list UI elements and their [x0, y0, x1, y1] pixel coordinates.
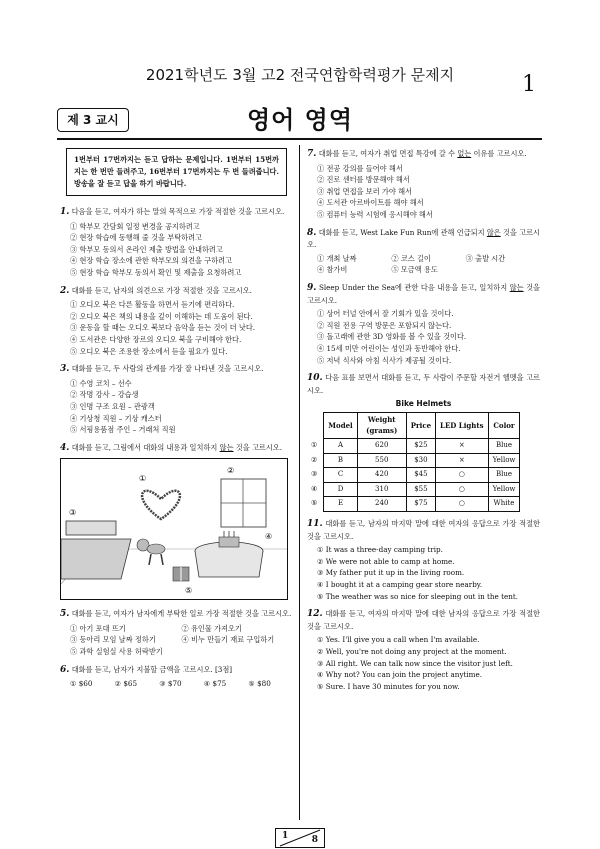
total-pages: 8: [311, 835, 318, 845]
option[interactable]: ① $60: [70, 679, 93, 689]
option-marker: ④: [311, 484, 318, 493]
question-number: 10.: [307, 373, 323, 384]
table-cell: ○: [436, 482, 489, 497]
option[interactable]: ③ $70: [159, 679, 182, 689]
subject-title: 영어 영역: [246, 106, 354, 134]
option-marker: ②: [311, 455, 318, 464]
option[interactable]: ② 진로 센터를 방문해야 해서: [317, 175, 410, 185]
option[interactable]: ⑤ 컴퓨터 능력 시험에 응시해야 해서: [317, 209, 433, 219]
question-9: [307, 282, 540, 366]
option[interactable]: ⑤ 현장 학습 학부모 동의서 확인 및 제출을 요청하려고: [70, 267, 242, 277]
table-cell: 620: [357, 439, 406, 454]
question-text: 것을 고르시오.: [307, 227, 540, 250]
option[interactable]: ③ 인명 구조 요원 – 관광객: [70, 401, 155, 411]
option[interactable]: ① 아기 포대 뜨기: [70, 623, 126, 633]
option[interactable]: ⑤ Sure. I have 30 minutes for you now.: [317, 681, 460, 691]
table-cell: Blue: [488, 439, 520, 454]
option[interactable]: ③ 취업 면접을 보러 가야 해서: [317, 186, 412, 196]
option[interactable]: ③ 동아리 모임 날짜 정하기: [70, 635, 156, 645]
table-cell: ×: [436, 439, 489, 454]
column-divider: [299, 145, 300, 820]
table-row[interactable]: [307, 453, 520, 468]
question-7: [307, 148, 540, 221]
option[interactable]: ④ I bought it at a camping gear store nearby.: [317, 580, 483, 589]
table-cell: White: [488, 497, 520, 512]
table-cell: C: [324, 468, 357, 483]
question-text-emphasis: 않은: [486, 227, 501, 237]
question-3: [60, 363, 293, 436]
question-10: [307, 372, 540, 512]
question-number: 6.: [60, 664, 70, 675]
option[interactable]: ③ 학부모 동의서 온라인 제출 방법을 안내하려고: [70, 244, 223, 254]
table-title: Bike Helmets: [395, 399, 452, 409]
option-marker: ①: [311, 441, 318, 450]
page-indicator: [275, 828, 325, 848]
option[interactable]: ④ 참가비: [317, 265, 348, 275]
table-cell: 420: [357, 468, 406, 483]
helmet-table: [307, 412, 520, 512]
question-number: 9.: [307, 282, 317, 293]
option[interactable]: ④ Why not? You can join the project anytime.: [317, 670, 483, 680]
table-cell: A: [324, 439, 357, 454]
option[interactable]: ⑤ The weather was so nice for sleeping out in the tent.: [317, 591, 519, 601]
exam-title: 2021학년도 3월 고2 전국연합학력평가 문제지: [145, 66, 455, 84]
question-number: 3.: [60, 364, 70, 375]
question-text-emphasis: 않는: [509, 282, 524, 292]
option[interactable]: ④ $75: [203, 679, 227, 689]
option[interactable]: ① 개최 날짜: [317, 253, 357, 263]
table-cell: D: [324, 482, 357, 497]
table-cell: ×: [436, 453, 489, 468]
option[interactable]: ① 전공 강의를 들어야 해서: [317, 163, 403, 173]
option[interactable]: ④ 도서관은 다양한 장르의 오디오 북을 구비해야 한다.: [70, 334, 242, 344]
table-header: LED Lights: [436, 412, 489, 438]
option[interactable]: ⑤ 서핑용품점 주인 – 거래처 직원: [70, 425, 176, 435]
table-header: Model: [324, 412, 357, 438]
option[interactable]: ④ 비누 만들기 재료 구입하기: [181, 635, 275, 645]
table-row[interactable]: [307, 497, 520, 512]
question-text: 다음 표를 보면서 대화를 듣고, 두 사람이 주문할 자전거 헬멧을 고르시오.: [307, 373, 540, 395]
table-cell: ○: [436, 468, 489, 483]
option[interactable]: ① 상어 터널 안에서 잘 기회가 있을 것이다.: [317, 309, 454, 319]
table-cell: $45: [406, 468, 435, 483]
question-text: 대화를 듣고, 여자의 마지막 말에 대한 남자의 응답으로 가장 적절한 것을 고르시오.: [307, 609, 540, 631]
current-page: 1: [282, 831, 289, 841]
question-text: 다음을 듣고, 여자가 하는 말의 목적으로 가장 적절한 것을 고르시오.: [71, 207, 285, 216]
bedroom-drawing: [61, 459, 287, 599]
option[interactable]: ⑤ 모금액 용도: [391, 265, 438, 275]
option[interactable]: ② 현장 학습에 동행해 줄 것을 부탁하려고: [70, 233, 202, 243]
table-cell: $25: [406, 439, 435, 454]
question-12: [307, 608, 540, 692]
marker-5: ⑤: [185, 586, 193, 596]
question-text-emphasis: 없는: [457, 149, 472, 158]
option[interactable]: ① 학부모 간담회 일정 변경을 공지하려고: [70, 221, 200, 231]
option[interactable]: ③ 출발 시간: [465, 253, 506, 263]
question-text: 대화를 듣고, 남자의 마지막 말에 대한 여자의 응답으로 가장 적절한 것을 고르시오.: [307, 519, 540, 541]
option[interactable]: ④ 현장 학습 장소에 관한 학부모의 의견을 구하려고: [70, 256, 233, 266]
table-cell: Blue: [488, 468, 520, 483]
option[interactable]: ② $65: [114, 679, 138, 689]
table-cell: 240: [357, 497, 406, 512]
option[interactable]: ② Well, you're not doing any project at the moment.: [317, 646, 507, 656]
option-marker: ⑤: [311, 499, 318, 508]
option[interactable]: ⑤ 오디오 북은 조용한 장소에서 듣을 필요가 있다.: [70, 346, 228, 356]
option[interactable]: ① 수영 코치 – 선수: [70, 378, 132, 388]
question-number: 8.: [307, 227, 317, 238]
right-column: [307, 148, 540, 698]
question-number: 4.: [60, 442, 70, 453]
option[interactable]: ④ 15세 미만 어린이는 성인과 동반해야 한다.: [317, 343, 461, 353]
option[interactable]: ① It was a three-day camping trip.: [317, 545, 443, 555]
question-1: [60, 206, 293, 279]
question-8: [307, 227, 540, 276]
table-cell: 550: [357, 453, 406, 468]
table-row[interactable]: [307, 482, 520, 497]
question-number: 5.: [60, 609, 70, 620]
option[interactable]: ⑤ $80: [248, 679, 271, 689]
question-text: Sleep Under the Sea에 관한 다음 내용을 듣고, 일치하지: [318, 282, 510, 292]
bedroom-illustration: [60, 458, 288, 600]
header-rule: [57, 138, 542, 140]
table-header-spacer: [307, 412, 324, 438]
question-number: 7.: [307, 149, 317, 159]
option[interactable]: ① 오디오 북은 다른 활동을 하면서 듣기에 편리하다.: [70, 300, 235, 310]
marker-2: ②: [227, 466, 235, 476]
question-number: 12.: [307, 609, 323, 620]
question-text: 대화를 듣고, West Lake Fun Run에 관해 언급되지: [318, 227, 487, 237]
option[interactable]: ③ 운동을 할 때는 오디오 북보다 음악을 듣는 것이 더 낫다.: [70, 323, 256, 333]
table-cell: E: [324, 497, 357, 512]
table-header: Weight (grams): [357, 412, 406, 438]
question-number: 11.: [307, 519, 323, 530]
question-11: [307, 518, 540, 602]
marker-1: ①: [139, 474, 147, 484]
option[interactable]: ⑤ 과학 실험실 사용 허락받기: [70, 647, 163, 657]
marker-4: ④: [265, 532, 273, 542]
question-text-emphasis: 않는: [219, 442, 234, 452]
option[interactable]: ② 작명 강사 – 강습생: [70, 390, 139, 400]
question-text: 대화를 듣고, 남자가 지불할 금액을 고르시오. [3점]: [71, 664, 233, 674]
option[interactable]: ④ 기상청 직원 – 기상 캐스터: [70, 413, 162, 423]
option[interactable]: ② 코스 길이: [391, 253, 431, 263]
question-text: 대화를 듣고, 여자가 남자에게 부탁한 일로 가장 적절한 것을 고르시오.: [71, 609, 292, 619]
page-number: 1: [522, 72, 536, 97]
option-marker: ③: [311, 470, 318, 479]
table-cell: $55: [406, 482, 435, 497]
table-row[interactable]: [307, 468, 520, 483]
table-row[interactable]: [307, 439, 520, 454]
table-cell: ○: [436, 497, 489, 512]
period-label: 제 3 교시: [57, 108, 129, 132]
table-cell: Yellow: [488, 482, 520, 497]
question-4: [60, 442, 293, 601]
option[interactable]: ③ 돌고래에 관한 3D 영화를 볼 수 있을 것이다.: [317, 332, 467, 342]
question-text: 것을 고르시오.: [233, 442, 283, 452]
listening-notice: 1번부터 17번까지는 듣고 답하는 문제입니다. 1번부터 15번까지는 한 번만 들려주고, 16번부터 17번까지는 두 번 들려줍니다. 방송을 잘 듣고 답을 하기 바랍니다.: [66, 148, 287, 196]
question-5: [60, 608, 293, 657]
table-header: Price: [406, 412, 435, 438]
table-cell: 310: [357, 482, 406, 497]
question-text: 대화를 듣고, 여자가 취업 면접 특강에 갈 수: [318, 149, 458, 158]
left-column: [60, 148, 293, 696]
question-number: 1.: [60, 207, 70, 217]
option[interactable]: ③ My father put it up in the living room.: [317, 568, 465, 578]
question-text: 이유를 고르시오.: [471, 149, 527, 158]
marker-3: ③: [69, 508, 77, 518]
table-cell: $30: [406, 453, 435, 468]
option[interactable]: ⑤ 저녁 식사와 아침 식사가 제공될 것이다.: [317, 355, 452, 365]
question-2: [60, 285, 293, 358]
question-text: 대화를 듣고, 그림에서 대화의 내용과 일치하지: [71, 442, 220, 452]
table-header: Color: [488, 412, 520, 438]
option[interactable]: ③ All right. We can talk now since the visitor just left.: [317, 658, 513, 668]
table-cell: $75: [406, 497, 435, 512]
question-text: 대화를 듣고, 두 사람의 관계를 가장 잘 나타낸 것을 고르시오.: [71, 364, 264, 374]
option[interactable]: ② 직원 전용 구역 방문은 포함되지 않는다.: [317, 320, 452, 330]
option[interactable]: ① Yes. I'll give you a call when I'm available.: [317, 635, 480, 645]
question-6: [60, 664, 293, 690]
table-cell: Yellow: [488, 453, 520, 468]
question-number: 2.: [60, 285, 70, 296]
option[interactable]: ② We were not able to camp at home.: [317, 556, 455, 566]
question-text: 대화를 듣고, 남자의 의견으로 가장 적절한 것을 고르시오.: [71, 285, 252, 295]
option[interactable]: ② 오디오 북은 책의 내용을 깊이 이해하는 데 도움이 된다.: [70, 311, 253, 321]
option[interactable]: ④ 도서관 아르바이트를 해야 해서: [317, 198, 424, 208]
option[interactable]: ② 유인물 가져오기: [181, 623, 242, 633]
question-text: 것을 고르시오.: [307, 282, 541, 305]
table-cell: B: [324, 453, 357, 468]
